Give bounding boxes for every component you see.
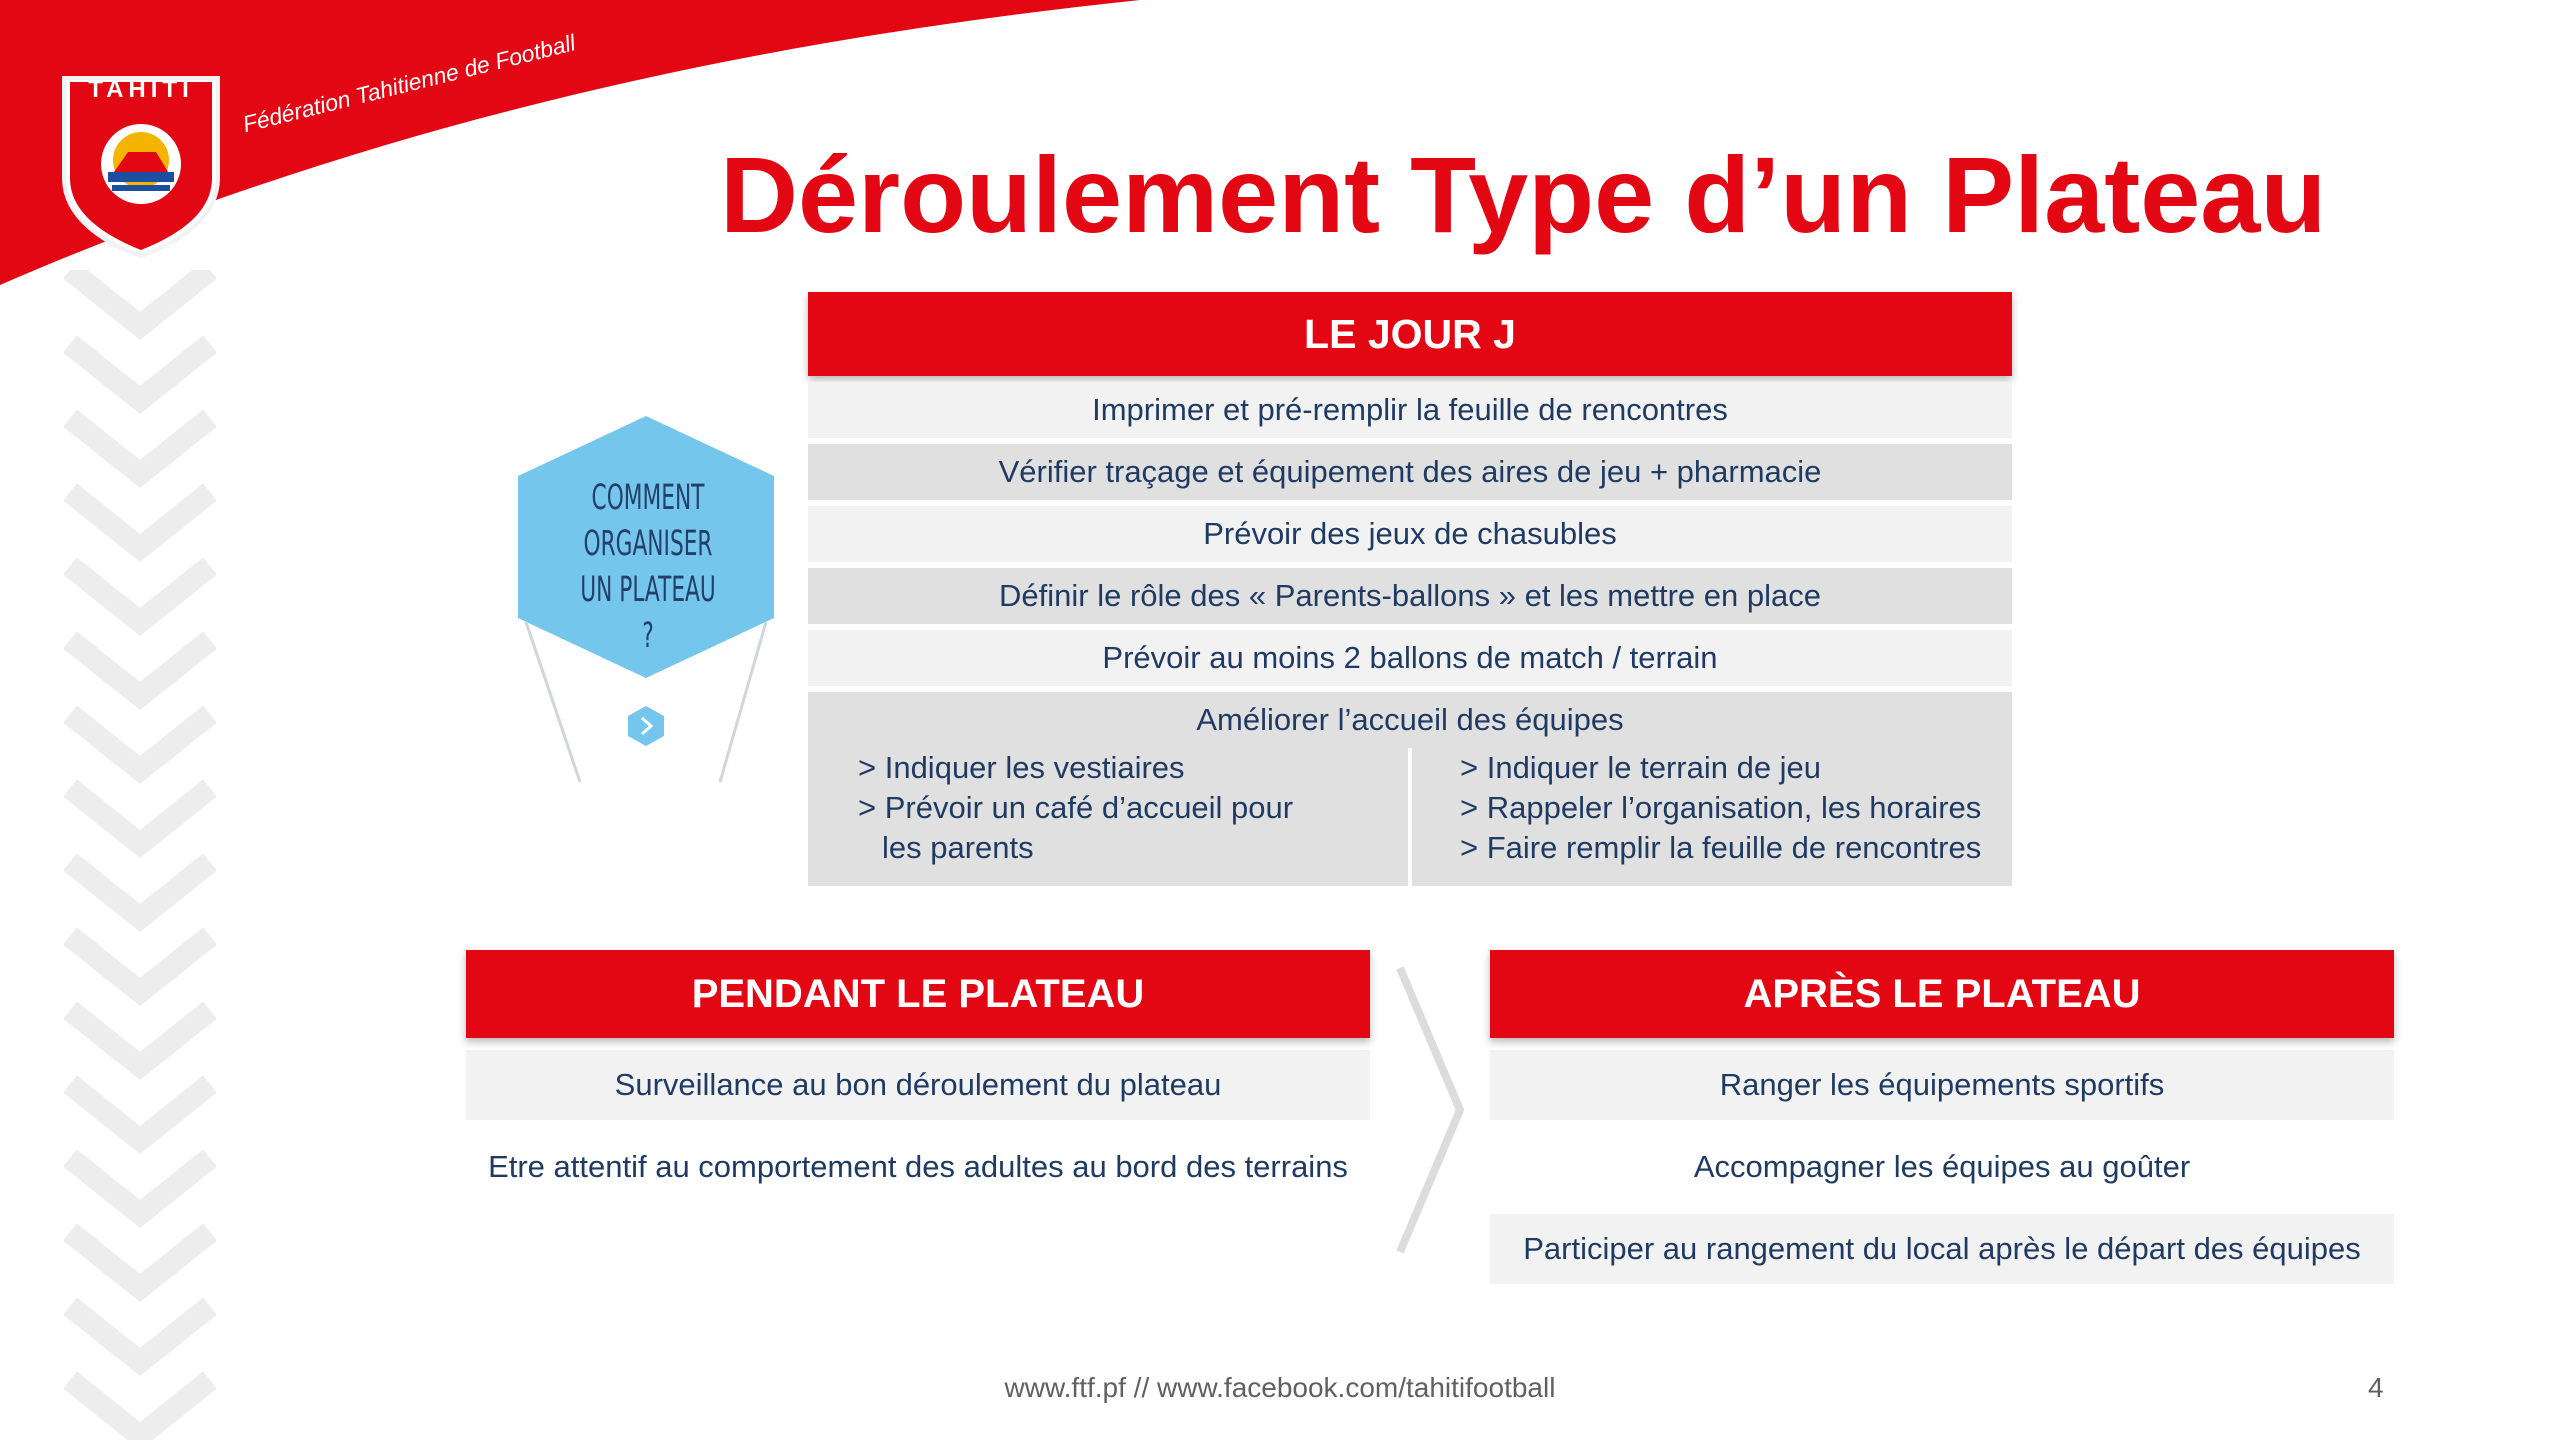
pendant-row: Etre attentif au comportement des adultes au bord des terrains <box>488 1149 1348 1184</box>
chevron-pattern <box>60 270 220 1440</box>
jour-j-row: Vérifier traçage et équipement des aires de jeu + pharmacie <box>808 444 2012 500</box>
jour-j-row: Imprimer et pré-remplir la feuille de rencontres <box>808 382 2012 438</box>
footer-links: www.ftf.pf // www.facebook.com/tahitifootball <box>1004 1372 1556 1403</box>
chevron-mark <box>70 1084 210 1140</box>
chevron-mark <box>70 1010 210 1066</box>
pendant-row: Surveillance au bon déroulement du plateau <box>466 1050 1370 1120</box>
apres-panel <box>1490 950 2394 1284</box>
accueil-left-list <box>858 748 1358 868</box>
federation-name: Fédération Tahitienne de Football <box>240 29 578 138</box>
column-divider <box>1408 748 1412 886</box>
hexagon-line: UN PLATEAU ? <box>580 570 716 656</box>
jour-j-row: Prévoir des jeux de chasubles <box>808 506 2012 562</box>
list-item: > Prévoir un café d’accueil pour <box>858 790 1294 825</box>
chevron-mark <box>70 270 210 326</box>
jour-j-panel <box>808 292 2012 886</box>
list-item: > Indiquer le terrain de jeu <box>1460 750 1822 785</box>
apres-header: APRÈS LE PLATEAU <box>1490 950 2394 1038</box>
page-number: 4 <box>2368 1372 2384 1403</box>
jour-j-row: Prévoir au moins 2 ballons de match / terrain <box>808 630 2012 686</box>
ftf-logo <box>58 68 224 258</box>
chevron-mark <box>70 936 210 992</box>
chevron-mark <box>70 862 210 918</box>
chevron-mark <box>70 788 210 844</box>
chevron-mark <box>70 1306 210 1362</box>
apres-row: Ranger les équipements sportifs <box>1490 1050 2394 1120</box>
chevron-mark <box>70 566 210 622</box>
list-item: > Faire remplir la feuille de rencontres <box>1460 830 1982 865</box>
pendant-panel <box>466 950 1370 1202</box>
accueil-right-list <box>1460 748 2000 868</box>
hexagon-text <box>575 475 721 659</box>
hexagon-line: ORGANISER <box>583 524 713 564</box>
jour-j-header: LE JOUR J <box>808 292 2012 376</box>
chevron-mark <box>70 418 210 474</box>
pendant-header: PENDANT LE PLATEAU <box>466 950 1370 1038</box>
chevron-mark <box>70 344 210 400</box>
chevron-mark <box>70 714 210 770</box>
jour-j-accueil-block <box>808 692 2012 886</box>
chevron-mark <box>70 640 210 696</box>
apres-row: Accompagner les équipes au goûter <box>1693 1149 2191 1184</box>
chevron-right-icon <box>1390 960 1470 1260</box>
jour-j-accueil-title: Améliorer l’accueil des équipes <box>1196 702 1624 737</box>
logo-initials-label: FTF <box>122 210 160 226</box>
page-title: Déroulement Type d’un Plateau <box>720 134 2327 255</box>
apres-row: Participer au rangement du local après le départ des équipes <box>1490 1214 2394 1284</box>
jour-j-row: Définir le rôle des « Parents-ballons » et les mettre en place <box>808 568 2012 624</box>
chevron-right-icon <box>628 706 664 746</box>
chevron-mark <box>70 1232 210 1288</box>
hexagon-line: COMMENT <box>591 478 705 518</box>
list-item: les parents <box>882 830 1034 865</box>
chevron-mark <box>70 1158 210 1214</box>
list-item: > Indiquer les vestiaires <box>858 750 1185 785</box>
chevron-mark <box>70 492 210 548</box>
logo-country-label: TAHITI <box>88 76 194 103</box>
list-item: > Rappeler l’organisation, les horaires <box>1460 790 1982 825</box>
chevron-mark <box>70 1380 210 1436</box>
